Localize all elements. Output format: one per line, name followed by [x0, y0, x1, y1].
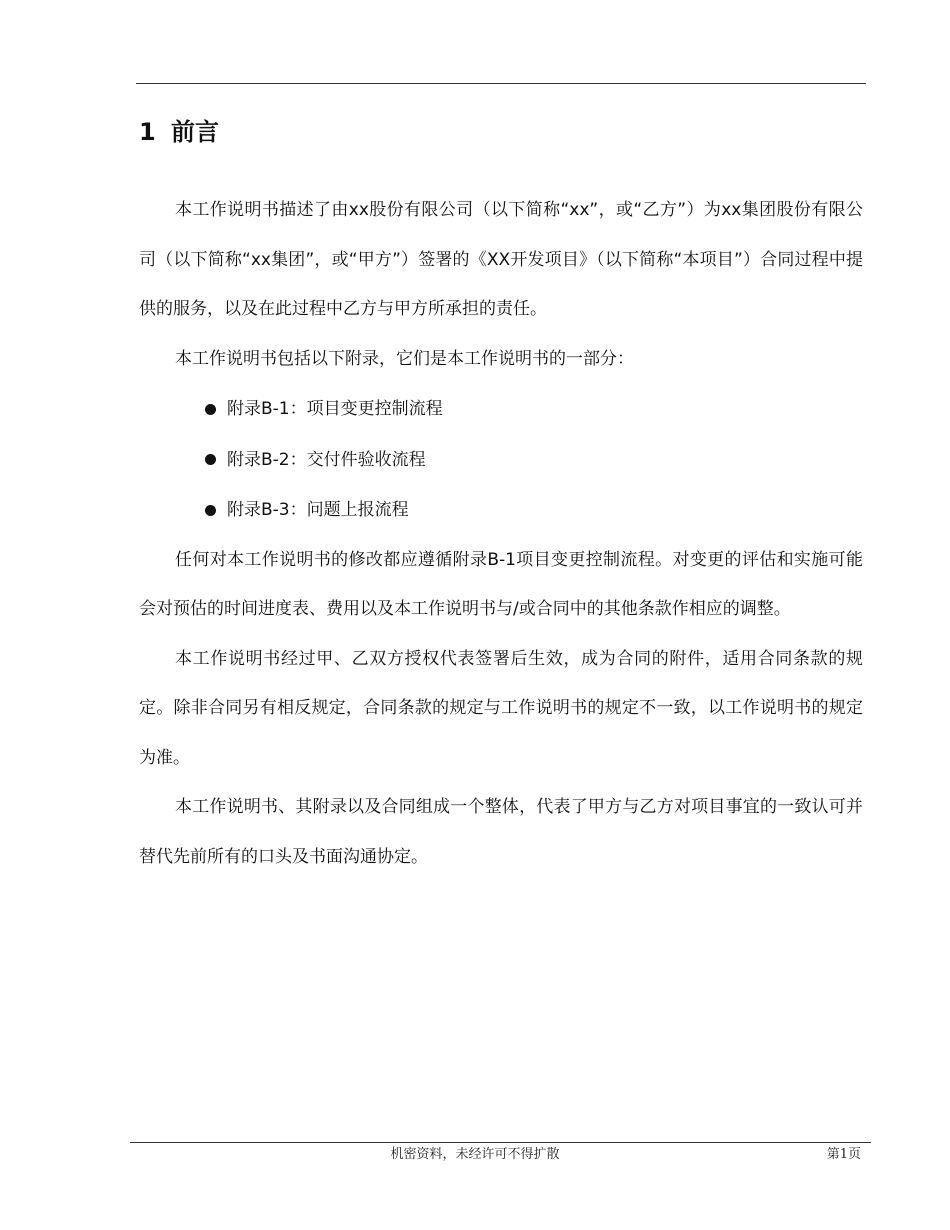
list-item — [139, 384, 863, 435]
footer-confidential-notice: 机密资料，未经许可不得扩散 — [390, 1147, 560, 1162]
appendix-list — [139, 384, 863, 536]
paragraph-effectiveness: 本工作说明书经过甲、乙双方授权代表签署后生效，成为合同的附件，适用合同条款的规定。除非合同另有相反规定，合同条款的规定与工作说明书的规定不一致，以工作说明书的规定为准。 — [139, 648, 863, 768]
paragraph-integration: 本工作说明书、其附录以及合同组成一个整体，代表了甲方与乙方对项目事宜的一致认可并替代先前所有的口头及书面沟通协定。 — [139, 797, 863, 867]
section-number: 1 — [139, 118, 156, 146]
paragraph-appendix-intro: 本工作说明书包括以下附录，它们是本工作说明书的一部分： — [175, 348, 634, 369]
bullet-icon — [205, 505, 216, 516]
bullet-icon — [205, 454, 216, 465]
document-body — [139, 112, 863, 882]
list-item — [139, 485, 863, 536]
appendix-item-label: 附录B-1：项目变更控制流程 — [227, 399, 443, 419]
list-item — [139, 435, 863, 486]
paragraph-intro: 本工作说明书描述了由xx股份有限公司（以下简称“xx”，或“乙方”）为xx集团股份有限公司（以下简称“xx集团”，或“甲方”）签署的《XX开发项目》（以下简称“本项目”）合同过程中提供的服务，以及在此过程中乙方与甲方所承担的责任。 — [139, 200, 863, 319]
section-title: 前言 — [171, 118, 219, 146]
bullet-icon — [205, 404, 216, 415]
section-heading — [139, 112, 863, 152]
footer-page-number: 第1页 — [826, 1147, 861, 1162]
header-rule — [136, 83, 866, 84]
footer-rule — [130, 1142, 871, 1143]
appendix-item-label: 附录B-3：问题上报流程 — [227, 500, 409, 520]
paragraph-change-control: 任何对本工作说明书的修改都应遵循附录B-1项目变更控制流程。对变更的评估和实施可能会对预估的时间进度表、费用以及本工作说明书与/或合同中的其他条款作相应的调整。 — [139, 549, 863, 619]
appendix-item-label: 附录B-2：交付件验收流程 — [227, 449, 426, 470]
